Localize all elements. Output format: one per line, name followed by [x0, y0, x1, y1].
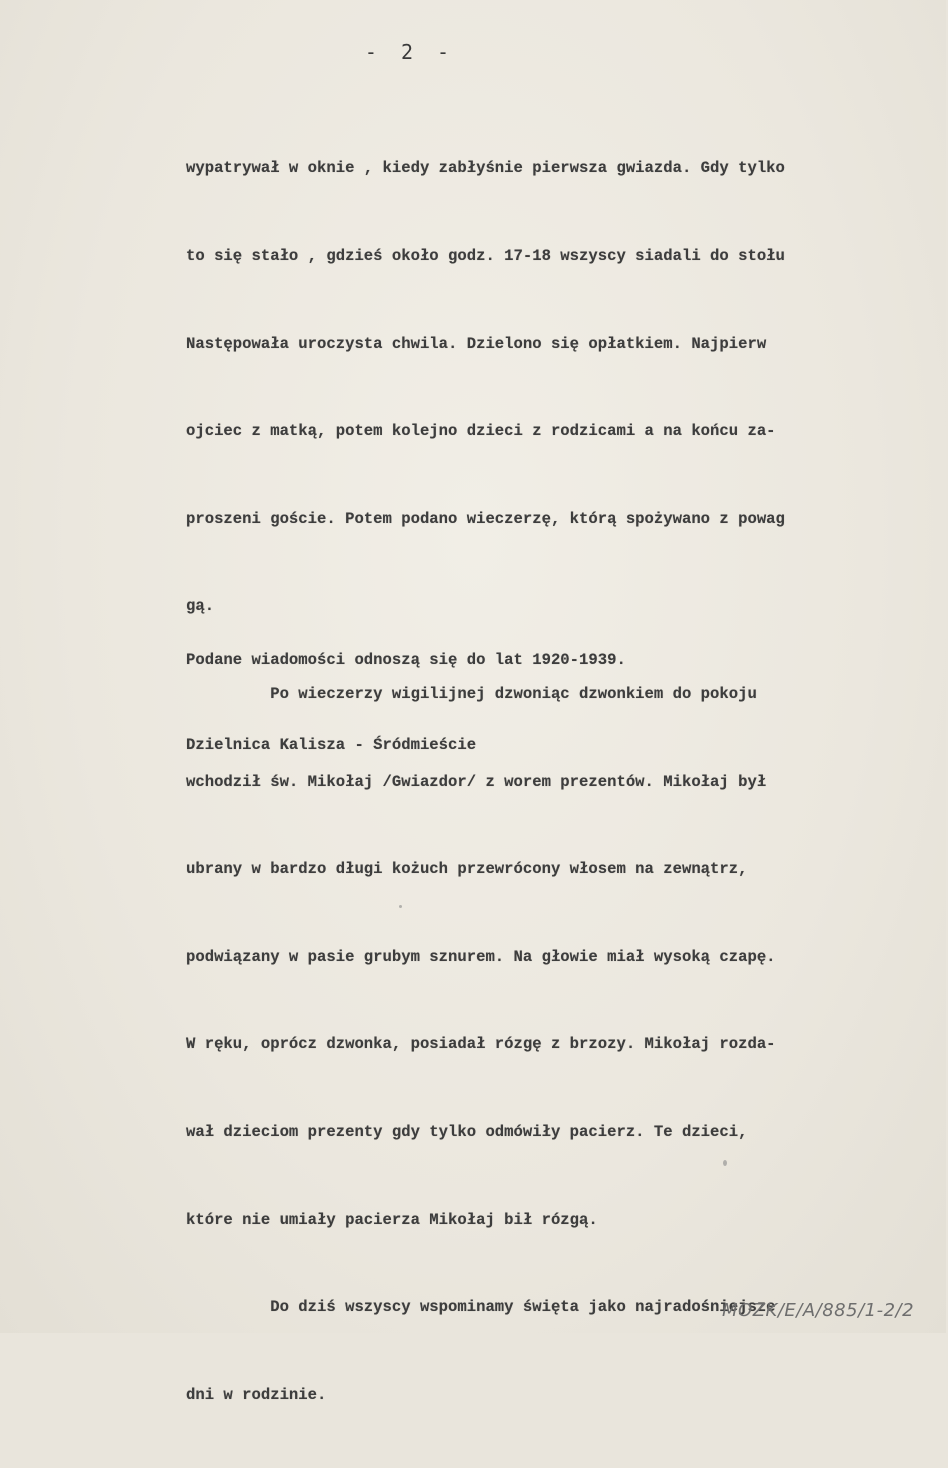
body-line: Do dziś wszyscy wspominamy święta jako najradośniejsze [186, 1298, 776, 1317]
footer-note [186, 590, 626, 816]
body-line: wchodził św. Mikołaj /Gwiazdor/ z worem prezentów. Mikołaj był [186, 772, 767, 791]
body-line: wał dzieciom prezenty gdy tylko odmówiły pacierz. Te dzieci, [186, 1122, 748, 1141]
body-line: Po wieczerzy wigilijnej dzwoniąc dzwonkiem do pokoju [186, 684, 757, 703]
paper-speck [399, 905, 402, 908]
footer-line: Podane wiadomości odnoszą się do lat 1920-1939. [186, 651, 626, 669]
body-line: proszeni goście. Potem podano wieczerzę, którą spożywano z powag [186, 509, 785, 528]
archive-signature: MOZK/E/A/885/1-2/2 [722, 1300, 915, 1321]
body-line: dni w rodzinie. [186, 1385, 327, 1404]
body-line: Następowała uroczysta chwila. Dzielono się opłatkiem. Najpierw [186, 334, 767, 353]
body-line: to się stało , gdzieś około godz. 17-18 wszyscy siadali do stołu [186, 247, 785, 265]
body-line: ubrany w bardzo długi kożuch przewrócony włosem na zewnątrz, [186, 860, 748, 879]
body-line: wypatrywał w oknie , kiedy zabłyśnie pierwsza gwiazda. Gdy tylko [186, 159, 785, 178]
footer-line: Dzielnica Kalisza - Śródmieście [186, 736, 477, 755]
body-line: W ręku, oprócz dzwonka, posiadał rózgę z brzozy. Mikołaj rozda- [186, 1035, 776, 1054]
page-number: - 2 - [364, 40, 456, 64]
body-line: podwiązany w pasie grubym sznurem. Na głowie miał wysoką czapę. [186, 947, 776, 966]
body-line: gą. [186, 597, 215, 616]
paper-speck [723, 1160, 727, 1166]
body-line: które nie umiały pacierza Mikołaj bił rózgą. [186, 1210, 598, 1229]
body-line: ojciec z matką, potem kolejno dzieci z rodzicami a na końcu za- [186, 422, 776, 441]
